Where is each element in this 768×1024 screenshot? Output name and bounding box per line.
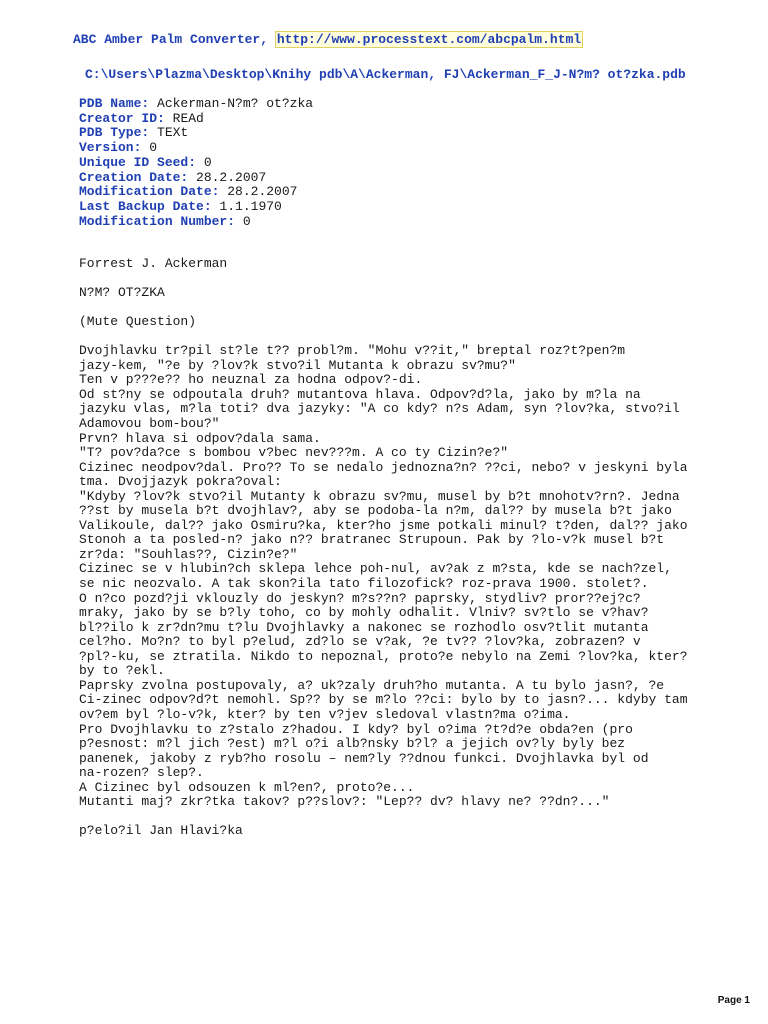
- converter-link[interactable]: http://www.processtext.com/abcpalm.html: [276, 32, 582, 47]
- text-line: [79, 301, 699, 316]
- text-line: Cizinec se v hlubin?ch sklepa lehce poh-nul, av?ak z m?sta, kde se nach?zel,: [79, 561, 672, 577]
- text-line: jazyku vlas, m?la toti? dva jazyky: "A co kdy? n?s Adam, syn ?lov?ka, stvo?il: [79, 401, 680, 417]
- metadata-value: 0: [203, 154, 212, 170]
- metadata-key: PDB Name:: [79, 96, 150, 111]
- text-line: (Mute Question): [79, 314, 197, 330]
- text-line: Dvojhlavku tr?pil st?le t?? probl?m. "Mohu v??it," breptal roz?t?pen?m: [79, 343, 626, 359]
- metadata-key: Last Backup Date:: [79, 198, 212, 214]
- metadata-row: [79, 97, 313, 112]
- text-line: Stonoh a ta posled-n? jako n?? bratranec Strupoun. Pak by ?lo-v?k musel b?t: [79, 532, 665, 548]
- text-line: Prvn? hlava si odpov?dala sama.: [79, 430, 321, 446]
- text-line: jazy-kem, "?e by ?lov?k stvo?il Mutanta k obrazu sv?mu?": [79, 357, 516, 373]
- text-line: mraky, jako by se b?ly toho, co by mohly odhalit. Vlniv? sv?tlo se v?hav?: [79, 605, 649, 621]
- text-line: N?M? OT?ZKA: [79, 285, 165, 301]
- text-line: Od st?ny se odpoutala druh? mutantova hlava. Odpov?d?la, jako by m?la na: [79, 386, 641, 402]
- text-line: bl??ilo k zr?dn?mu t?lu Dvojhlavky a nakonec se rozhodlo osv?tlit mutanta: [79, 619, 649, 635]
- text-line: cel?ho. Mo?n? to byl p?elud, zd?lo se v?ak, ?e tv?? ?lov?ka, zobrazen? v: [79, 634, 641, 650]
- text-line: na-rozen? slep?.: [79, 765, 204, 781]
- metadata-row: [79, 112, 313, 127]
- text-line: [79, 272, 699, 287]
- converter-header: [73, 32, 582, 47]
- text-line: p?elo?il Jan Hlavi?ka: [79, 823, 243, 839]
- metadata-value: 28.2.2007: [196, 169, 267, 185]
- metadata-key: Modification Date:: [79, 184, 220, 200]
- text-line: ov?em byl ?lo-v?k, kter? by ten v?jev sledoval vlastn?ma o?ima.: [79, 706, 571, 722]
- metadata-row: [79, 126, 313, 141]
- text-line: A Cizinec byl odsouzen k ml?en?, proto?e...: [79, 779, 415, 795]
- text-line: tma. Dvojjazyk pokra?oval:: [79, 474, 282, 490]
- metadata-key: Version:: [79, 140, 142, 156]
- converter-name: ABC Amber Palm Converter,: [73, 32, 276, 47]
- text-line: Mutanti maj? zkr?tka takov? p??slov?: "Lep?? dv? hlavy ne? ??dn?...": [79, 794, 610, 810]
- metadata-value: 0: [242, 213, 251, 229]
- text-line: Paprsky zvolna postupovaly, a? uk?zaly druh?ho mutanta. A tu bylo jasn?, ?e: [79, 677, 665, 693]
- text-line: se nic neozvalo. A tak skon?ila tato filozofick? roz-prava 1900. stolet?.: [79, 576, 649, 592]
- metadata-row: [79, 141, 313, 156]
- text-line: Forrest J. Ackerman: [79, 256, 228, 271]
- text-line: Valikoule, dal?? jako Osmiru?ka, kter?ho jsme potkali minul? t?den, dal?? jako: [79, 517, 688, 533]
- metadata-value: REAd: [172, 110, 204, 126]
- document-body: [79, 257, 699, 839]
- metadata-row: [79, 156, 313, 171]
- metadata-key: PDB Type:: [79, 125, 150, 141]
- metadata-row: [79, 215, 313, 230]
- metadata-value: 28.2.2007: [227, 184, 298, 200]
- metadata-value: TEXt: [157, 125, 189, 141]
- text-line: "Kdyby ?lov?k stvo?il Mutanty k obrazu sv?mu, musel by b?t mnohotv?rn?. Jedna: [79, 488, 680, 504]
- metadata-key: Creation Date:: [79, 169, 189, 185]
- text-line: zr?da: "Souhlas??, Cizin?e?": [79, 546, 298, 562]
- text-line: panenek, jakoby z ryb?ho rosolu – nem?ly ??dnou funkci. Dvojhlavka byl od: [79, 750, 649, 766]
- metadata-value: 1.1.1970: [219, 198, 282, 214]
- metadata-key: Unique ID Seed:: [79, 154, 197, 170]
- text-line: O n?co pozd?ji vklouzly do jeskyn? m?s??n? paprsky, stydliv? pror??ej?c?: [79, 590, 641, 606]
- text-line: [79, 810, 699, 825]
- text-line: Pro Dvojhlavku to z?stalo z?hadou. I kdy? byl o?ima ?t?d?e obda?en (pro: [79, 721, 633, 737]
- metadata-key: Modification Number:: [79, 213, 236, 229]
- pdb-metadata: [79, 97, 313, 229]
- text-line: "T? pov?da?ce s bombou v?bec nev???m. A co ty Cizin?e?": [79, 445, 509, 461]
- metadata-value: 0: [149, 140, 158, 156]
- text-line: Ci-zinec odpov?d?t nemohl. Sp?? by se m?lo ??ci: bylo by to jasn?... kdyby tam: [79, 692, 688, 708]
- text-line: p?esnost: m?l jich ?est) m?l o?i alb?nsky b?l? a jejich ov?ly byly bez: [79, 736, 626, 752]
- metadata-row: [79, 200, 313, 215]
- text-line: ?pl?-ku, se ztratila. Nikdo to nepoznal, proto?e nebylo na Zemi ?lov?ka, kter?: [79, 648, 688, 664]
- text-line: Ten v p???e?? ho neuznal za hodna odpov?-di.: [79, 372, 423, 388]
- text-line: [79, 330, 699, 345]
- text-line: Cizinec neodpov?dal. Pro?? To se nedalo jednozna?n? ??ci, nebo? v jeskyni byla: [79, 459, 688, 475]
- metadata-row: [79, 171, 313, 186]
- text-line: Adamovou bom-bou?": [79, 416, 220, 432]
- file-path: C:\Users\Plazma\Desktop\Knihy pdb\A\Ackerman, FJ\Ackerman_F_J-N?m? ot?zka.pdb: [85, 67, 686, 82]
- metadata-row: [79, 185, 313, 200]
- metadata-value: Ackerman-N?m? ot?zka: [157, 96, 314, 111]
- text-line: ??st by musela b?t dvojhlav?, aby se podoba-la n?m, dal?? by musela b?t jako: [79, 503, 672, 519]
- page-number: Page 1: [717, 995, 750, 1006]
- text-line: by to ?ekl.: [79, 663, 165, 679]
- metadata-key: Creator ID:: [79, 110, 165, 126]
